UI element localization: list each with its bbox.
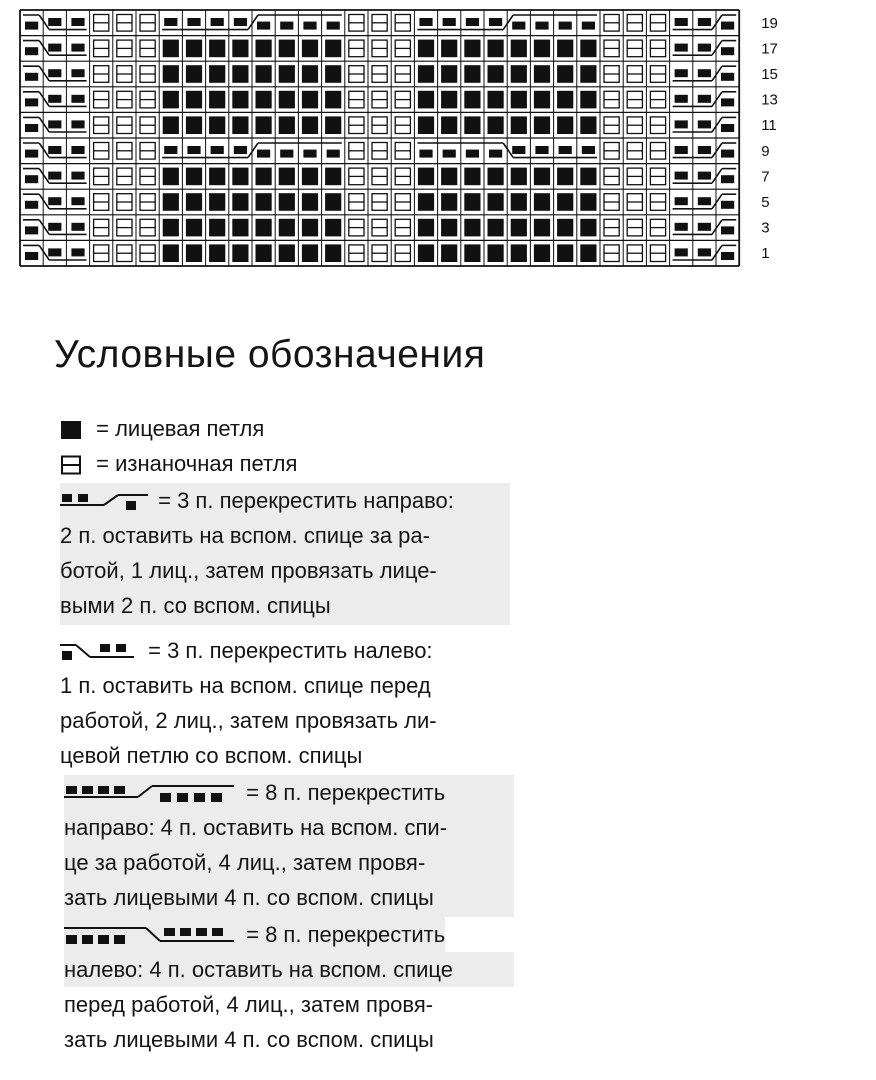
- cross-stitch: [489, 150, 502, 158]
- knit-cell: [302, 116, 318, 134]
- cross-line: [39, 92, 49, 107]
- legend-purl-label: = изнаночная петля: [96, 451, 298, 476]
- knit-cell: [302, 193, 318, 211]
- knit-cell: [580, 168, 596, 186]
- knit-cell: [534, 40, 550, 58]
- cross-stitch: [698, 69, 711, 77]
- cross-line: [503, 15, 513, 30]
- cross-stitch: [48, 172, 61, 180]
- knit-cell: [256, 65, 272, 83]
- knit-cell: [325, 40, 341, 58]
- cross-stitch: [164, 146, 177, 154]
- knit-cell: [209, 168, 225, 186]
- cross-stitch: [71, 197, 84, 205]
- knit-cell: [209, 219, 225, 237]
- knit-cell: [534, 65, 550, 83]
- knit-cell: [580, 40, 596, 58]
- knit-cell: [464, 193, 480, 211]
- knit-cell: [511, 91, 527, 109]
- knit-cell: [186, 244, 202, 262]
- knit-cell: [557, 116, 573, 134]
- cross-stitch: [71, 248, 84, 256]
- cross-stitch: [25, 73, 38, 81]
- cross-line: [39, 117, 49, 132]
- cross-stitch: [187, 18, 200, 26]
- knit-cell: [302, 168, 318, 186]
- row-number: 9: [761, 142, 770, 160]
- row-number: 15: [761, 66, 778, 83]
- knit-cell: [163, 219, 179, 237]
- cross-line: [248, 143, 258, 158]
- cross-stitch: [721, 124, 734, 132]
- cross-stitch: [675, 95, 688, 103]
- knit-cell: [279, 193, 295, 211]
- cross-line: [39, 41, 49, 56]
- cross3-right-symbol: [60, 491, 148, 513]
- cross-stitch: [698, 146, 711, 154]
- knit-cell: [186, 168, 202, 186]
- knit-cell: [464, 116, 480, 134]
- cross-stitch: [25, 124, 38, 132]
- knit-cell: [488, 168, 504, 186]
- cross-stitch: [234, 146, 247, 154]
- cross-stitch: [48, 69, 61, 77]
- knit-cell: [580, 116, 596, 134]
- knit-cell: [325, 116, 341, 134]
- knit-cell: [511, 116, 527, 134]
- knit-cell: [488, 116, 504, 134]
- cross-line: [712, 92, 722, 107]
- cross-stitch: [698, 44, 711, 52]
- knit-cell: [302, 40, 318, 58]
- knit-cell: [511, 168, 527, 186]
- row-number: 11: [761, 117, 777, 135]
- knit-cell: [186, 40, 202, 58]
- cross-stitch: [211, 18, 224, 26]
- cross-stitch: [71, 223, 84, 231]
- knit-cell: [488, 244, 504, 262]
- row-number: 3: [761, 219, 770, 237]
- knit-cell: [256, 91, 272, 109]
- knit-cell: [163, 65, 179, 83]
- knitting-chart: [0, 0, 876, 290]
- cross8-left-line-2: налево: 4 п. оставить на вспом. спице: [64, 952, 514, 987]
- cross3-right-line-3: ботой, 1 лиц., затем провязать лице-: [60, 558, 437, 583]
- cross3-left-symbol: [60, 641, 134, 663]
- knit-cell: [232, 40, 248, 58]
- cross-stitch: [25, 175, 38, 183]
- knit-cell: [534, 116, 550, 134]
- knit-cell: [325, 244, 341, 262]
- knit-cell: [232, 65, 248, 83]
- knit-cell: [580, 193, 596, 211]
- knit-cell: [418, 219, 434, 237]
- knit-cell: [511, 244, 527, 262]
- knit-cell: [441, 244, 457, 262]
- cross3-left-line-4: цевой петлю со вспом. спицы: [60, 743, 363, 768]
- cross-stitch: [71, 120, 84, 128]
- knit-cell: [418, 116, 434, 134]
- knit-cell: [325, 65, 341, 83]
- knit-cell: [488, 40, 504, 58]
- cross-stitch: [675, 44, 688, 52]
- cross3-left-line-2: 1 п. оставить на вспом. спице перед: [60, 673, 431, 698]
- knit-cell: [279, 219, 295, 237]
- knit-cell: [186, 193, 202, 211]
- cross-stitch: [721, 175, 734, 183]
- cross-stitch: [25, 150, 38, 158]
- knit-cell: [232, 193, 248, 211]
- cross-stitch: [419, 18, 432, 26]
- cross-stitch: [675, 69, 688, 77]
- cross-stitch: [721, 98, 734, 106]
- row-number: 17: [761, 40, 778, 58]
- cross-stitch: [512, 146, 525, 154]
- cross-stitch: [582, 146, 595, 154]
- cross8-right-line-1: = 8 п. перекрестить: [246, 780, 446, 805]
- cross3-right-line-4: выми 2 п. со вспом. спицы: [60, 593, 331, 618]
- cross-stitch: [721, 22, 734, 30]
- cross-line: [712, 66, 722, 81]
- knit-cell: [232, 244, 248, 262]
- cross-stitch: [257, 22, 270, 30]
- cross-stitch: [71, 18, 84, 26]
- cross-line: [39, 143, 49, 158]
- cross-stitch: [48, 223, 61, 231]
- knit-cell: [464, 65, 480, 83]
- knit-cell: [418, 168, 434, 186]
- knit-cell: [232, 91, 248, 109]
- knit-cell: [256, 40, 272, 58]
- knit-cell: [534, 244, 550, 262]
- cross-stitch: [48, 44, 61, 52]
- knit-cell: [557, 65, 573, 83]
- knit-cell: [279, 244, 295, 262]
- knit-cell: [441, 219, 457, 237]
- knit-cell: [418, 40, 434, 58]
- cross-stitch: [721, 201, 734, 209]
- cross-stitch: [71, 44, 84, 52]
- cross8-left-symbol: [64, 925, 234, 947]
- legend-title: Условные обозначения: [54, 333, 486, 376]
- cross8-right-line-2: направо: 4 п. оставить на вспом. спи-: [64, 815, 448, 840]
- knit-cell: [557, 40, 573, 58]
- knit-cell: [209, 193, 225, 211]
- knit-cell: [441, 168, 457, 186]
- knit-cell: [279, 65, 295, 83]
- cross-stitch: [327, 150, 340, 158]
- knit-cell: [441, 91, 457, 109]
- knit-cell: [163, 193, 179, 211]
- cross-stitch: [535, 146, 548, 154]
- cross-line: [712, 194, 722, 209]
- knit-cell: [488, 65, 504, 83]
- knit-cell: [256, 168, 272, 186]
- cross-stitch: [211, 146, 224, 154]
- cross-stitch: [443, 18, 456, 26]
- cross8-right-line-4: зать лицевыми 4 п. со вспом. спицы: [64, 885, 434, 910]
- knit-cell: [464, 219, 480, 237]
- cross-stitch: [675, 18, 688, 26]
- cross-stitch: [443, 150, 456, 158]
- knit-cell: [279, 40, 295, 58]
- cross-stitch: [535, 22, 548, 30]
- cross-stitch: [466, 18, 479, 26]
- knit-cell: [232, 116, 248, 134]
- knit-cell: [209, 244, 225, 262]
- cross-stitch: [257, 150, 270, 158]
- knit-cell: [256, 193, 272, 211]
- knit-cell: [325, 91, 341, 109]
- cross-stitch: [48, 18, 61, 26]
- knit-cell: [557, 193, 573, 211]
- cross-stitch: [48, 95, 61, 103]
- cross-stitch: [48, 197, 61, 205]
- cross-line: [39, 169, 49, 184]
- knit-cell: [488, 193, 504, 211]
- cross-stitch: [280, 150, 293, 158]
- knit-cell: [488, 91, 504, 109]
- cross-stitch: [466, 150, 479, 158]
- knit-cell: [325, 193, 341, 211]
- cross-stitch: [675, 172, 688, 180]
- cross8-left-line-1: = 8 п. перекрестить: [246, 922, 446, 947]
- knit-cell: [418, 193, 434, 211]
- cross-stitch: [327, 22, 340, 30]
- knit-symbol: [60, 420, 82, 440]
- cross-stitch: [25, 226, 38, 234]
- row-number: 1: [761, 245, 770, 263]
- knit-cell: [186, 219, 202, 237]
- cross-stitch: [698, 172, 711, 180]
- cross-line: [712, 41, 722, 56]
- knit-cell: [186, 91, 202, 109]
- cross-stitch: [721, 47, 734, 55]
- knit-cell: [464, 91, 480, 109]
- cross-stitch: [48, 146, 61, 154]
- cross-stitch: [48, 120, 61, 128]
- knit-cell: [441, 40, 457, 58]
- knit-cell: [186, 65, 202, 83]
- cross-line: [39, 194, 49, 209]
- cross-stitch: [419, 150, 432, 158]
- cross-stitch: [25, 98, 38, 106]
- knit-cell: [464, 244, 480, 262]
- cross-stitch: [71, 146, 84, 154]
- knit-cell: [441, 116, 457, 134]
- cross3-right-line-1: = 3 п. перекрестить направо:: [158, 488, 454, 513]
- row-number: 5: [761, 194, 770, 211]
- cross-stitch: [25, 252, 38, 260]
- knit-cell: [557, 244, 573, 262]
- cross-stitch: [698, 197, 711, 205]
- knit-cell: [580, 244, 596, 262]
- legend-knit-row: [60, 413, 530, 444]
- cross3-left-line-1: = 3 п. перекрестить налево:: [148, 638, 433, 663]
- knit-cell: [163, 40, 179, 58]
- knit-cell: [209, 40, 225, 58]
- knit-cell: [418, 65, 434, 83]
- knit-cell: [557, 219, 573, 237]
- cross-stitch: [48, 248, 61, 256]
- knit-cell: [209, 116, 225, 134]
- cross-stitch: [25, 22, 38, 30]
- knit-cell: [325, 219, 341, 237]
- cross-stitch: [234, 18, 247, 26]
- legend-cross8-right: [64, 775, 514, 917]
- cross-stitch: [698, 120, 711, 128]
- knit-cell: [232, 219, 248, 237]
- knit-cell: [302, 65, 318, 83]
- knit-cell: [534, 91, 550, 109]
- knit-cell: [580, 91, 596, 109]
- knit-cell: [418, 244, 434, 262]
- legend-purl-row: [60, 448, 530, 479]
- cross-line: [503, 143, 513, 158]
- knit-cell: [256, 244, 272, 262]
- legend-knit-label: = лицевая петля: [96, 416, 265, 441]
- cross-stitch: [25, 47, 38, 55]
- cross-stitch: [721, 226, 734, 234]
- cross-line: [712, 169, 722, 184]
- knit-cell: [418, 91, 434, 109]
- cross-line: [39, 220, 49, 235]
- cross-line: [712, 117, 722, 132]
- cross-line: [39, 245, 49, 260]
- knit-cell: [534, 168, 550, 186]
- cross-stitch: [698, 18, 711, 26]
- cross-stitch: [675, 120, 688, 128]
- cross3-left-line-3: работой, 2 лиц., затем провязать ли-: [60, 708, 437, 733]
- knit-cell: [186, 116, 202, 134]
- knit-cell: [279, 116, 295, 134]
- cross-stitch: [675, 248, 688, 256]
- cross-stitch: [303, 150, 316, 158]
- cross8-right-symbol: [64, 783, 234, 805]
- knit-cell: [256, 116, 272, 134]
- cross-stitch: [71, 69, 84, 77]
- knit-cell: [163, 168, 179, 186]
- knit-cell: [279, 168, 295, 186]
- knit-cell: [511, 65, 527, 83]
- cross-stitch: [559, 22, 572, 30]
- cross-stitch: [721, 252, 734, 260]
- knit-cell: [534, 193, 550, 211]
- cross-line: [712, 245, 722, 260]
- knit-cell: [441, 65, 457, 83]
- cross-line: [712, 220, 722, 235]
- cross-stitch: [698, 248, 711, 256]
- cross-stitch: [512, 22, 525, 30]
- row-number: 19: [761, 14, 778, 32]
- knit-cell: [302, 244, 318, 262]
- cross-line: [39, 66, 49, 81]
- knit-cell: [163, 244, 179, 262]
- knit-cell: [557, 168, 573, 186]
- knit-cell: [464, 40, 480, 58]
- knit-cell: [441, 193, 457, 211]
- legend-cross8-left: [64, 917, 514, 1059]
- knit-cell: [534, 219, 550, 237]
- knit-cell: [488, 219, 504, 237]
- cross8-right-line-3: це за работой, 4 лиц., затем провя-: [64, 850, 426, 875]
- cross-line: [39, 15, 49, 30]
- cross-stitch: [721, 150, 734, 158]
- cross-stitch: [164, 18, 177, 26]
- knit-cell: [163, 91, 179, 109]
- purl-symbol: [60, 455, 82, 475]
- knit-cell: [209, 91, 225, 109]
- cross-stitch: [71, 172, 84, 180]
- cross-stitch: [187, 146, 200, 154]
- knit-cell: [580, 219, 596, 237]
- cross-stitch: [582, 22, 595, 30]
- knit-cell: [557, 91, 573, 109]
- cross-line: [712, 143, 722, 158]
- cross-stitch: [675, 146, 688, 154]
- cross-line: [248, 15, 258, 30]
- row-number: 13: [761, 91, 778, 109]
- knit-cell: [302, 91, 318, 109]
- knit-cell: [464, 168, 480, 186]
- cross-stitch: [303, 22, 316, 30]
- cross-stitch: [675, 197, 688, 205]
- knit-cell: [209, 65, 225, 83]
- cross-stitch: [675, 223, 688, 231]
- knit-cell: [511, 40, 527, 58]
- knit-cell: [232, 168, 248, 186]
- cross-stitch: [71, 95, 84, 103]
- cross8-left-line-3: перед работой, 4 лиц., затем провя-: [64, 992, 434, 1017]
- cross8-left-line-4: зать лицевыми 4 п. со вспом. спицы: [64, 1027, 434, 1052]
- cross-stitch: [280, 22, 293, 30]
- knit-cell: [163, 116, 179, 134]
- cross3-right-line-2: 2 п. оставить на вспом. спице за ра-: [60, 523, 430, 548]
- row-number: 7: [761, 168, 770, 186]
- cross-stitch: [559, 146, 572, 154]
- knit-cell: [279, 91, 295, 109]
- legend-cross3-left: [60, 633, 510, 775]
- cross-stitch: [25, 201, 38, 209]
- legend-cross3-right: [60, 483, 510, 625]
- knit-cell: [580, 65, 596, 83]
- cross-stitch: [721, 73, 734, 81]
- knit-cell: [511, 193, 527, 211]
- cross-stitch: [489, 18, 502, 26]
- cross-stitch: [698, 95, 711, 103]
- cross-stitch: [698, 223, 711, 231]
- knit-cell: [325, 168, 341, 186]
- knit-cell: [256, 219, 272, 237]
- cross-line: [712, 15, 722, 30]
- knit-cell: [302, 219, 318, 237]
- legend-panel: [30, 305, 590, 1065]
- knit-cell: [511, 219, 527, 237]
